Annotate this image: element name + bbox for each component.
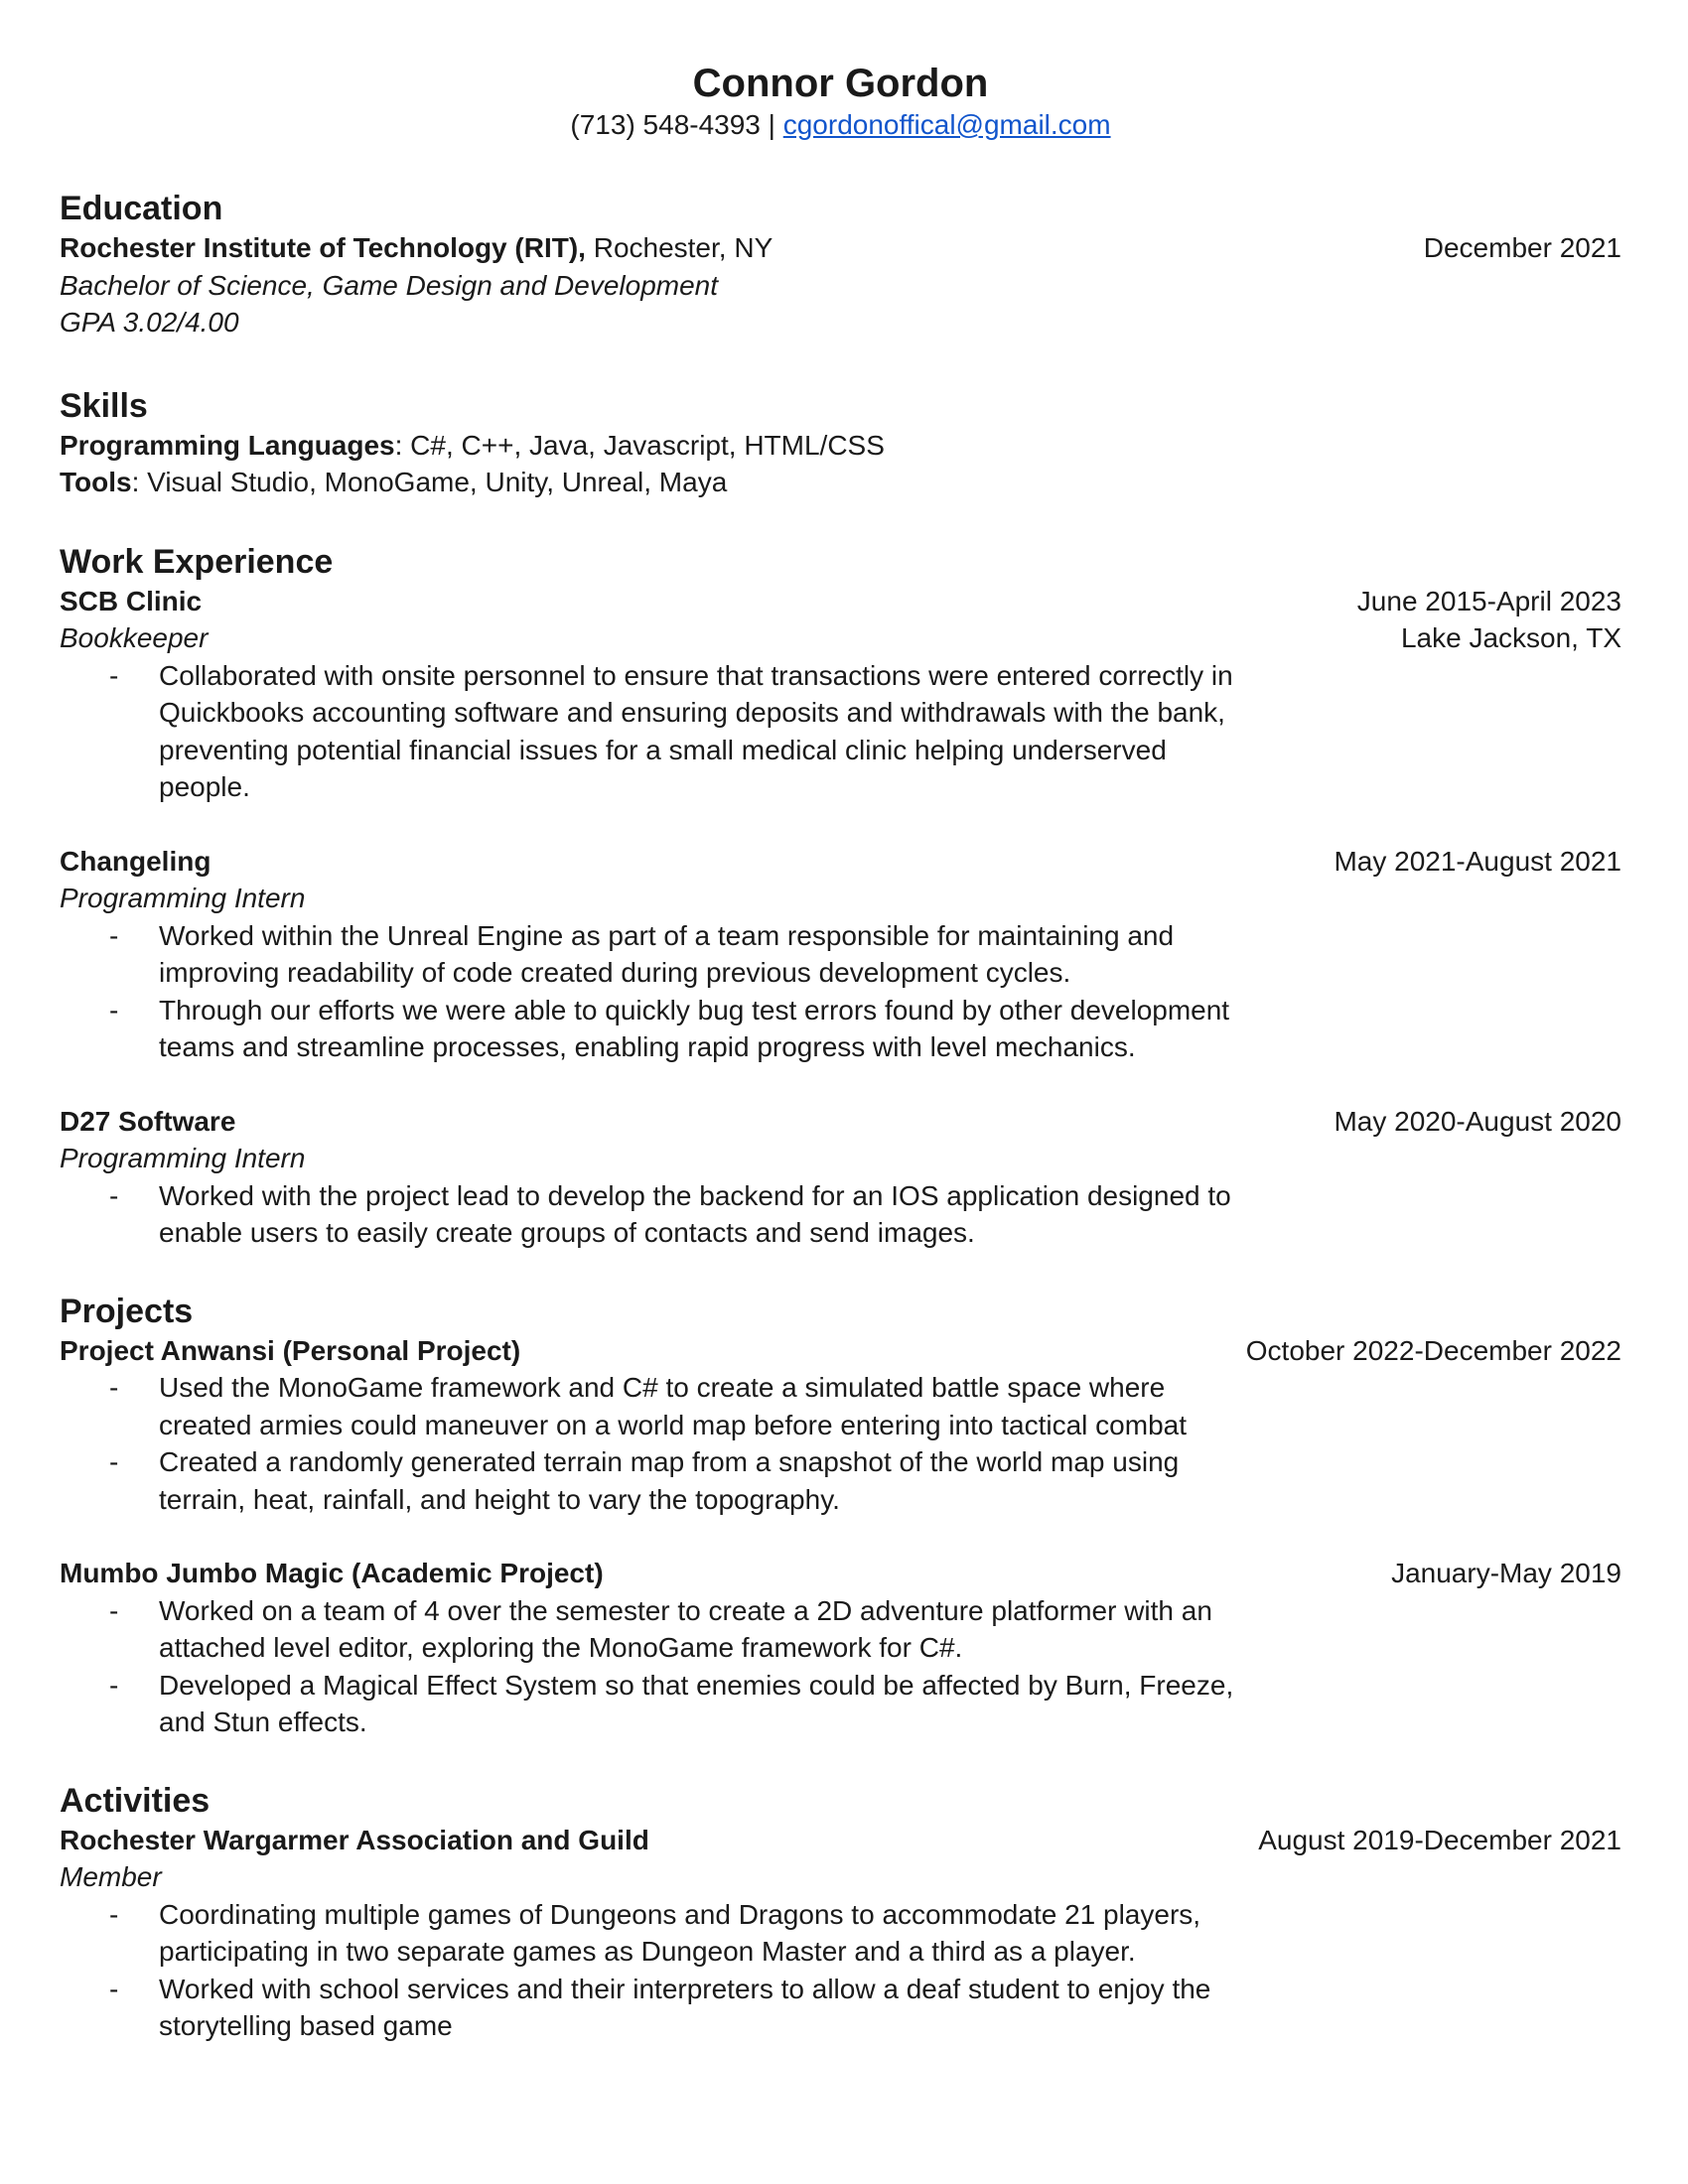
contact-line — [60, 107, 1621, 143]
project-name: Project Anwansi (Personal Project) — [60, 1334, 521, 1366]
bullet-item: - Coordinating multiple games of Dungeons and Dragons to accommodate 21 players, participating in two separate games as Dungeon Master and a third as a player. — [60, 1896, 1251, 1971]
bullet-item: - Developed a Magical Effect System so that enemies could be affected by Burn, Freeze, and Stun effects. — [60, 1667, 1251, 1741]
job-entry — [60, 843, 1621, 1066]
bullet-dash: - — [109, 994, 119, 1025]
job-date: May 2020-August 2020 — [1334, 1105, 1621, 1137]
job-role: Bookkeeper — [60, 622, 209, 653]
gpa: GPA 3.02/4.00 — [60, 307, 239, 338]
bullet-dash: - — [109, 1372, 119, 1403]
school-name: Rochester Institute of Technology (RIT), — [60, 232, 586, 263]
skills-languages-value: : C#, C++, Java, Javascript, HTML/CSS — [394, 429, 885, 461]
section-title-work-experience: Work Experience — [60, 542, 334, 581]
job-location: Lake Jackson, TX — [1400, 622, 1621, 653]
bullet-dash: - — [109, 919, 119, 951]
skills-languages — [60, 427, 1621, 465]
bullet-dash: - — [109, 1898, 119, 1930]
bullet-dash: - — [109, 1669, 119, 1701]
project-entry — [60, 1555, 1621, 1741]
degree: Bachelor of Science, Game Design and Development — [60, 269, 719, 301]
bullet-item: - Worked with the project lead to develop the backend for an IOS application designed to enable users to easily create groups of contacts and send images. — [60, 1177, 1251, 1252]
bullet-item: - Worked with school services and their interpreters to allow a deaf student to enjoy the storytelling based game — [60, 1971, 1251, 2045]
contact-separator: | — [768, 109, 775, 140]
skills-tools-label: Tools — [60, 467, 132, 497]
job-header-row — [60, 583, 1621, 620]
activity-bullets — [60, 1896, 1251, 2045]
resume-page — [60, 60, 1621, 2045]
bullet-dash: - — [109, 1973, 119, 2004]
email-link[interactable]: cgordonoffical@gmail.com — [782, 109, 1111, 140]
job-bullets — [60, 657, 1251, 806]
bullet-dash: - — [109, 659, 119, 691]
project-bullets — [60, 1369, 1251, 1518]
job-header-row — [60, 1103, 1621, 1141]
bullet-dash: - — [109, 1446, 119, 1477]
activity-role: Member — [60, 1861, 162, 1892]
bullet-dash: - — [109, 1594, 119, 1626]
bullet-dash: - — [109, 1179, 119, 1211]
education-header-row — [60, 229, 1621, 267]
bullet-item: - Worked on a team of 4 over the semester to create a 2D adventure platformer with an attached level editor, exploring the MonoGame framework for C#. — [60, 1592, 1251, 1667]
activity-header-row — [60, 1822, 1621, 1859]
job-header-row — [60, 843, 1621, 881]
candidate-name: Connor Gordon — [692, 62, 989, 105]
job-company: Changeling — [60, 845, 211, 877]
project-header-row — [60, 1332, 1621, 1370]
activity-date: August 2019-December 2021 — [1258, 1824, 1621, 1855]
project-header-row — [60, 1555, 1621, 1592]
section-title-activities: Activities — [60, 1781, 211, 1820]
job-date: June 2015-April 2023 — [1356, 585, 1621, 616]
job-role: Programming Intern — [60, 883, 306, 913]
job-role: Programming Intern — [60, 1143, 306, 1173]
job-date: May 2021-August 2021 — [1334, 845, 1621, 877]
activity-org: Rochester Wargarmer Association and Guild — [60, 1824, 649, 1855]
section-title-projects: Projects — [60, 1292, 194, 1330]
skills-languages-label: Programming Languages — [60, 429, 395, 461]
skills-tools-value: : Visual Studio, MonoGame, Unity, Unreal, Maya — [131, 467, 728, 497]
bullet-item: - Used the MonoGame framework and C# to create a simulated battle space where created armies could maneuver on a world map before entering into tactical combat — [60, 1369, 1251, 1443]
project-name: Mumbo Jumbo Magic (Academic Project) — [60, 1558, 604, 1588]
job-entry — [60, 1103, 1621, 1252]
project-bullets — [60, 1592, 1251, 1741]
project-date: October 2022-December 2022 — [1245, 1334, 1621, 1366]
bullet-item: - Collaborated with onsite personnel to ensure that transactions were entered correctly in Quickbooks accounting software and ensuring deposits and withdrawals with the bank, preventing potential financial issues for a small medical clinic helping underserved people. — [60, 657, 1251, 806]
job-bullets — [60, 917, 1251, 1066]
education-date: December 2021 — [1423, 232, 1621, 263]
project-date: January-May 2019 — [1391, 1558, 1621, 1588]
bullet-item: - Worked within the Unreal Engine as part of a team responsible for maintaining and improving readability of code created during previous development cycles. — [60, 917, 1251, 992]
phone-number: (713) 548-4393 — [570, 109, 761, 140]
bullet-item: - Created a randomly generated terrain map from a snapshot of the world map using terrain, heat, rainfall, and height to vary the topography. — [60, 1443, 1251, 1518]
job-company: D27 Software — [60, 1105, 236, 1137]
school-location: Rochester, NY — [593, 232, 774, 263]
job-entry — [60, 583, 1621, 806]
section-title-education: Education — [60, 190, 223, 227]
section-title-skills: Skills — [60, 386, 148, 425]
job-bullets — [60, 1177, 1251, 1252]
bullet-item: - Through our efforts we were able to quickly bug test errors found by other development teams and streamline processes, enabling rapid progress with level mechanics. — [60, 992, 1251, 1066]
project-entry — [60, 1332, 1621, 1519]
job-role-row — [60, 619, 1621, 657]
job-company: SCB Clinic — [60, 585, 203, 616]
skills-tools — [60, 464, 1621, 501]
